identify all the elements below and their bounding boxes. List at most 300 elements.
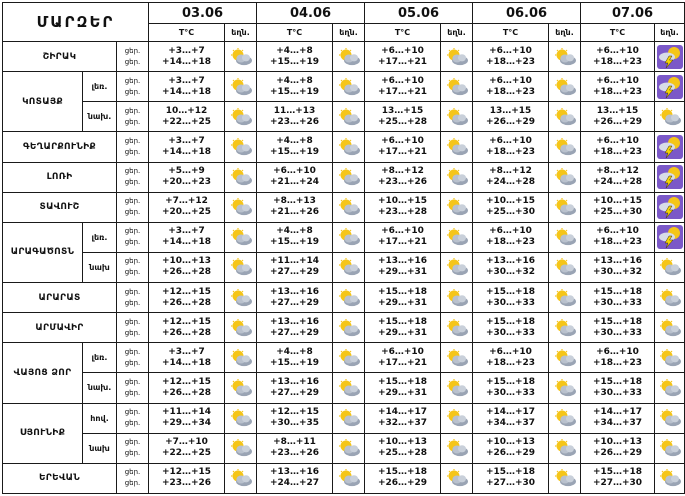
day-temperature: +14…+18 — [161, 146, 212, 157]
zone-label: նախ. — [83, 102, 117, 132]
partly-cloudy-icon — [225, 48, 256, 66]
weather-cell — [441, 343, 473, 373]
partly-cloudy-icon — [333, 469, 364, 487]
partly-cloudy-icon — [333, 258, 364, 276]
night-label: ցեր. — [124, 317, 141, 326]
temperature-cell — [365, 192, 441, 222]
night-temperature: +6…+10 — [489, 226, 532, 237]
day-temperature: +15…+19 — [269, 237, 320, 248]
weather-cell — [225, 313, 257, 343]
region-name: ՇԻՐԱԿ — [3, 42, 117, 72]
weather-cell — [549, 283, 581, 313]
day-temperature: +30…+33 — [485, 387, 536, 398]
temperature-cell — [581, 162, 655, 192]
day-label: ցեր. — [124, 328, 141, 337]
partly-cloudy-icon — [225, 319, 256, 337]
night-label: ցեր. — [124, 197, 141, 206]
thunderstorm-icon — [655, 135, 684, 159]
day-label: ցեր. — [124, 178, 141, 187]
weather-cell — [549, 403, 581, 433]
partly-cloudy-icon — [333, 349, 364, 367]
night-temperature: +15…+18 — [592, 286, 643, 297]
day-label: ցեր. — [124, 208, 141, 217]
weather-cell — [333, 463, 365, 493]
temperature-cell — [581, 132, 655, 162]
partly-cloudy-icon — [549, 379, 580, 397]
table-row — [3, 343, 685, 373]
night-temperature: +6…+10 — [489, 75, 532, 86]
day-label: ցեր. — [124, 419, 141, 428]
partly-cloudy-icon — [655, 108, 684, 126]
night-temperature: +3…+7 — [168, 45, 205, 56]
temperature-cell — [473, 132, 549, 162]
day-temperature: +26…+29 — [485, 448, 536, 459]
time-of-day-labels — [117, 102, 149, 132]
night-temperature: +15…+18 — [377, 286, 428, 297]
day-temperature: +27…+29 — [269, 267, 320, 278]
weather-cell — [549, 42, 581, 72]
temperature-cell — [473, 72, 549, 102]
weather-cell — [333, 42, 365, 72]
table-row — [3, 403, 685, 433]
night-temperature: +4…+8 — [276, 45, 313, 56]
weather-column-header: եղն. — [225, 24, 257, 42]
table-row — [3, 313, 685, 343]
table-row — [3, 283, 685, 313]
night-label: ցեր. — [124, 438, 141, 447]
night-temperature: +13…+16 — [485, 256, 536, 267]
weather-cell — [655, 403, 685, 433]
day-label: ցեր. — [124, 87, 141, 96]
day-temperature: +15…+19 — [269, 146, 320, 157]
zone-label: նախ — [83, 252, 117, 282]
day-temperature: +27…+29 — [269, 327, 320, 338]
time-of-day-labels — [117, 433, 149, 463]
thunderstorm-icon — [655, 75, 684, 99]
weather-cell — [441, 403, 473, 433]
partly-cloudy-icon — [225, 349, 256, 367]
night-temperature: +7…+12 — [165, 196, 208, 207]
temperature-cell — [365, 403, 441, 433]
weather-cell — [225, 433, 257, 463]
day-temperature: +26…+29 — [377, 478, 428, 489]
day-label: ցեր. — [124, 57, 141, 66]
temperature-column-header: T°C — [257, 24, 333, 42]
temperature-column-header: T°C — [365, 24, 441, 42]
day-temperature: +25…+28 — [377, 448, 428, 459]
temperature-cell — [473, 162, 549, 192]
night-label: ցեր. — [124, 468, 141, 477]
day-temperature: +30…+33 — [485, 327, 536, 338]
weather-cell — [549, 132, 581, 162]
day-temperature: +34…+37 — [485, 418, 536, 429]
night-temperature: +6…+10 — [381, 226, 424, 237]
partly-cloudy-icon — [441, 379, 472, 397]
night-temperature: +6…+10 — [489, 346, 532, 357]
day-temperature: +26…+28 — [161, 297, 212, 308]
table-row — [3, 42, 685, 72]
thunderstorm-icon — [655, 225, 684, 249]
temperature-cell — [581, 313, 655, 343]
weather-cell — [225, 192, 257, 222]
weather-cell — [441, 162, 473, 192]
temperature-cell — [581, 252, 655, 282]
night-temperature: +8…+12 — [596, 166, 639, 177]
partly-cloudy-icon — [333, 138, 364, 156]
weather-cell — [549, 343, 581, 373]
region-name: ԼՈՌԻ — [3, 162, 117, 192]
weather-cell — [333, 313, 365, 343]
weather-cell — [333, 252, 365, 282]
night-temperature: +13…+16 — [269, 316, 320, 327]
partly-cloudy-icon — [549, 319, 580, 337]
partly-cloudy-icon — [549, 78, 580, 96]
day-temperature: +30…+33 — [592, 387, 643, 398]
day-temperature: +18…+23 — [592, 237, 643, 248]
weather-cell — [549, 463, 581, 493]
time-of-day-labels — [117, 283, 149, 313]
day-temperature: +30…+32 — [485, 267, 536, 278]
temperature-cell — [365, 373, 441, 403]
night-temperature: +3…+7 — [168, 226, 205, 237]
temperature-cell — [149, 403, 225, 433]
night-temperature: 11…+13 — [273, 105, 316, 116]
day-temperature: +18…+23 — [485, 86, 536, 97]
zone-label: լեռ. — [83, 343, 117, 373]
weather-cell — [333, 373, 365, 403]
day-label: ցեր. — [124, 238, 141, 247]
night-temperature: +12…+15 — [161, 376, 212, 387]
night-temperature: +14…+17 — [592, 407, 643, 418]
night-label: ցեր. — [124, 136, 141, 145]
night-temperature: +14…+17 — [377, 407, 428, 418]
weather-cell — [225, 102, 257, 132]
day-temperature: +14…+18 — [161, 237, 212, 248]
temperature-cell — [365, 42, 441, 72]
day-temperature: +15…+19 — [269, 357, 320, 368]
weather-cell — [333, 283, 365, 313]
day-temperature: +18…+23 — [592, 146, 643, 157]
temperature-cell — [473, 42, 549, 72]
partly-cloudy-icon — [441, 258, 472, 276]
night-temperature: +15…+18 — [485, 376, 536, 387]
night-temperature: +6…+10 — [596, 135, 639, 146]
time-of-day-labels — [117, 72, 149, 102]
partly-cloudy-icon — [225, 289, 256, 307]
day-temperature: +20…+23 — [161, 177, 212, 188]
weather-cell — [655, 132, 685, 162]
day-temperature: +17…+21 — [377, 146, 428, 157]
night-temperature: +13…+16 — [269, 467, 320, 478]
day-temperature: +34…+37 — [592, 418, 643, 429]
weather-cell — [441, 132, 473, 162]
partly-cloudy-icon — [333, 168, 364, 186]
weather-cell — [333, 72, 365, 102]
partly-cloudy-icon — [549, 168, 580, 186]
night-temperature: +6…+10 — [381, 45, 424, 56]
night-temperature: +12…+15 — [161, 286, 212, 297]
date-header: 04.06 — [257, 3, 365, 24]
weather-cell — [441, 192, 473, 222]
temperature-cell — [149, 72, 225, 102]
weather-cell — [549, 102, 581, 132]
night-temperature: +8…+11 — [273, 437, 316, 448]
table-row — [3, 132, 685, 162]
day-temperature: +29…+31 — [377, 267, 428, 278]
time-of-day-labels — [117, 222, 149, 252]
day-temperature: +29…+31 — [377, 327, 428, 338]
night-temperature: +4…+8 — [276, 75, 313, 86]
night-temperature: +4…+8 — [276, 346, 313, 357]
day-temperature: +29…+31 — [377, 387, 428, 398]
temperature-cell — [149, 373, 225, 403]
night-temperature: +6…+10 — [596, 226, 639, 237]
temperature-cell — [581, 373, 655, 403]
time-of-day-labels — [117, 162, 149, 192]
regions-header: ՄԱՐԶԵՐ — [3, 3, 149, 42]
temperature-cell — [257, 252, 333, 282]
weather-column-header: եղն. — [655, 24, 685, 42]
night-temperature: +7…+10 — [165, 437, 208, 448]
day-temperature: +18…+23 — [592, 86, 643, 97]
night-temperature: +13…+16 — [377, 256, 428, 267]
temperature-cell — [473, 343, 549, 373]
night-temperature: +6…+10 — [489, 45, 532, 56]
weather-cell — [225, 283, 257, 313]
night-temperature: +12…+15 — [269, 407, 320, 418]
partly-cloudy-icon — [441, 168, 472, 186]
weather-cell — [333, 433, 365, 463]
weather-cell — [549, 373, 581, 403]
temperature-cell — [365, 132, 441, 162]
day-temperature: +26…+28 — [161, 327, 212, 338]
night-temperature: +11…+14 — [269, 256, 320, 267]
night-temperature: +15…+18 — [377, 467, 428, 478]
day-label: ցեր. — [124, 268, 141, 277]
temperature-cell — [581, 403, 655, 433]
partly-cloudy-icon — [441, 469, 472, 487]
temperature-cell — [365, 102, 441, 132]
day-temperature: +14…+18 — [161, 56, 212, 67]
weather-cell — [655, 252, 685, 282]
partly-cloudy-icon — [333, 78, 364, 96]
partly-cloudy-icon — [225, 469, 256, 487]
region-name: ԵՐԵՎԱՆ — [3, 463, 117, 493]
weather-cell — [441, 72, 473, 102]
temperature-cell — [257, 222, 333, 252]
night-temperature: +10…+13 — [377, 437, 428, 448]
weather-cell — [333, 132, 365, 162]
day-temperature: +15…+19 — [269, 56, 320, 67]
temperature-cell — [149, 42, 225, 72]
day-temperature: +27…+29 — [269, 297, 320, 308]
weather-column-header: եղն. — [333, 24, 365, 42]
partly-cloudy-icon — [225, 409, 256, 427]
weather-cell — [333, 403, 365, 433]
temperature-cell — [257, 192, 333, 222]
time-of-day-labels — [117, 313, 149, 343]
day-temperature: +17…+21 — [377, 357, 428, 368]
partly-cloudy-icon — [441, 349, 472, 367]
night-temperature: +8…+12 — [381, 166, 424, 177]
date-header: 03.06 — [149, 3, 257, 24]
weather-column-header: եղն. — [549, 24, 581, 42]
weather-cell — [441, 42, 473, 72]
night-temperature: +6…+10 — [596, 45, 639, 56]
partly-cloudy-icon — [225, 168, 256, 186]
weather-cell — [655, 162, 685, 192]
partly-cloudy-icon — [655, 439, 684, 457]
night-temperature: +13…+16 — [592, 256, 643, 267]
partly-cloudy-icon — [549, 439, 580, 457]
temperature-cell — [473, 433, 549, 463]
night-temperature: +12…+15 — [161, 316, 212, 327]
day-temperature: +27…+30 — [592, 478, 643, 489]
date-header: 05.06 — [365, 3, 473, 24]
day-temperature: +23…+28 — [377, 207, 428, 218]
partly-cloudy-icon — [549, 469, 580, 487]
weather-cell — [655, 313, 685, 343]
temperature-cell — [581, 343, 655, 373]
night-temperature: 10…+12 — [165, 105, 208, 116]
partly-cloudy-icon — [549, 258, 580, 276]
day-temperature: +29…+34 — [161, 418, 212, 429]
temperature-column-header: T°C — [149, 24, 225, 42]
partly-cloudy-icon — [225, 78, 256, 96]
table-row — [3, 433, 685, 463]
night-temperature: +6…+10 — [273, 166, 316, 177]
day-temperature: +18…+23 — [485, 56, 536, 67]
temperature-column-header: T°C — [581, 24, 655, 42]
temperature-cell — [473, 222, 549, 252]
partly-cloudy-icon — [441, 228, 472, 246]
partly-cloudy-icon — [549, 138, 580, 156]
time-of-day-labels — [117, 463, 149, 493]
weather-cell — [225, 373, 257, 403]
night-temperature: +3…+7 — [168, 346, 205, 357]
partly-cloudy-icon — [333, 409, 364, 427]
night-temperature: +15…+18 — [485, 316, 536, 327]
day-label: ցեր. — [124, 147, 141, 156]
partly-cloudy-icon — [549, 108, 580, 126]
partly-cloudy-icon — [333, 48, 364, 66]
day-temperature: +21…+24 — [269, 177, 320, 188]
partly-cloudy-icon — [333, 198, 364, 216]
day-label: ցեր. — [124, 388, 141, 397]
night-temperature: +15…+18 — [377, 316, 428, 327]
partly-cloudy-icon — [549, 48, 580, 66]
day-temperature: +30…+35 — [269, 418, 320, 429]
night-temperature: +4…+8 — [276, 226, 313, 237]
weather-cell — [549, 222, 581, 252]
table-row — [3, 102, 685, 132]
partly-cloudy-icon — [655, 379, 684, 397]
partly-cloudy-icon — [549, 228, 580, 246]
temperature-cell — [365, 343, 441, 373]
night-temperature: +6…+10 — [381, 346, 424, 357]
temperature-cell — [581, 283, 655, 313]
day-temperature: +22…+25 — [161, 448, 212, 459]
weather-cell — [333, 162, 365, 192]
partly-cloudy-icon — [549, 349, 580, 367]
day-temperature: +17…+21 — [377, 237, 428, 248]
date-header: 07.06 — [581, 3, 685, 24]
temperature-cell — [257, 132, 333, 162]
day-temperature: +18…+23 — [485, 146, 536, 157]
region-name: ԱՐԱԳԱԾՈՏՆ — [3, 222, 83, 282]
partly-cloudy-icon — [655, 469, 684, 487]
temperature-cell — [473, 102, 549, 132]
temperature-cell — [473, 192, 549, 222]
day-temperature: +25…+28 — [377, 116, 428, 127]
night-temperature: +15…+18 — [377, 376, 428, 387]
temperature-cell — [257, 433, 333, 463]
partly-cloudy-icon — [441, 108, 472, 126]
partly-cloudy-icon — [549, 289, 580, 307]
region-name: ՏԱՎՈՒՇ — [3, 192, 117, 222]
forecast-body — [3, 42, 685, 494]
temperature-cell — [473, 252, 549, 282]
weather-cell — [225, 132, 257, 162]
day-temperature: +22…+25 — [161, 116, 212, 127]
night-temperature: +13…+16 — [269, 286, 320, 297]
weather-cell — [441, 313, 473, 343]
night-temperature: +11…+14 — [161, 407, 212, 418]
night-temperature: +15…+18 — [485, 467, 536, 478]
day-temperature: +14…+18 — [161, 86, 212, 97]
weather-cell — [225, 222, 257, 252]
temperature-cell — [473, 313, 549, 343]
partly-cloudy-icon — [441, 78, 472, 96]
day-temperature: +17…+21 — [377, 86, 428, 97]
day-temperature: +18…+23 — [485, 357, 536, 368]
weather-cell — [225, 72, 257, 102]
temperature-cell — [149, 222, 225, 252]
partly-cloudy-icon — [441, 409, 472, 427]
night-temperature: +10…+13 — [485, 437, 536, 448]
day-temperature: +24…+27 — [269, 478, 320, 489]
weather-cell — [549, 252, 581, 282]
temperature-cell — [149, 192, 225, 222]
weather-column-header: եղն. — [441, 24, 473, 42]
night-temperature: +6…+10 — [381, 75, 424, 86]
partly-cloudy-icon — [655, 349, 684, 367]
temperature-cell — [581, 192, 655, 222]
temperature-cell — [149, 102, 225, 132]
weather-cell — [441, 222, 473, 252]
weather-cell — [655, 102, 685, 132]
temperature-cell — [581, 222, 655, 252]
weather-cell — [655, 283, 685, 313]
table-row — [3, 373, 685, 403]
weather-cell — [655, 343, 685, 373]
night-temperature: 13…+15 — [381, 105, 424, 116]
day-temperature: +20…+25 — [161, 207, 212, 218]
weather-cell — [441, 252, 473, 282]
temperature-cell — [149, 132, 225, 162]
weather-cell — [655, 373, 685, 403]
night-temperature: +3…+7 — [168, 135, 205, 146]
time-of-day-labels — [117, 192, 149, 222]
day-temperature: +23…+26 — [269, 116, 320, 127]
temperature-cell — [581, 463, 655, 493]
temperature-cell — [581, 433, 655, 463]
weather-cell — [333, 343, 365, 373]
day-temperature: +30…+33 — [592, 297, 643, 308]
partly-cloudy-icon — [655, 258, 684, 276]
partly-cloudy-icon — [225, 439, 256, 457]
day-temperature: +23…+26 — [161, 478, 212, 489]
